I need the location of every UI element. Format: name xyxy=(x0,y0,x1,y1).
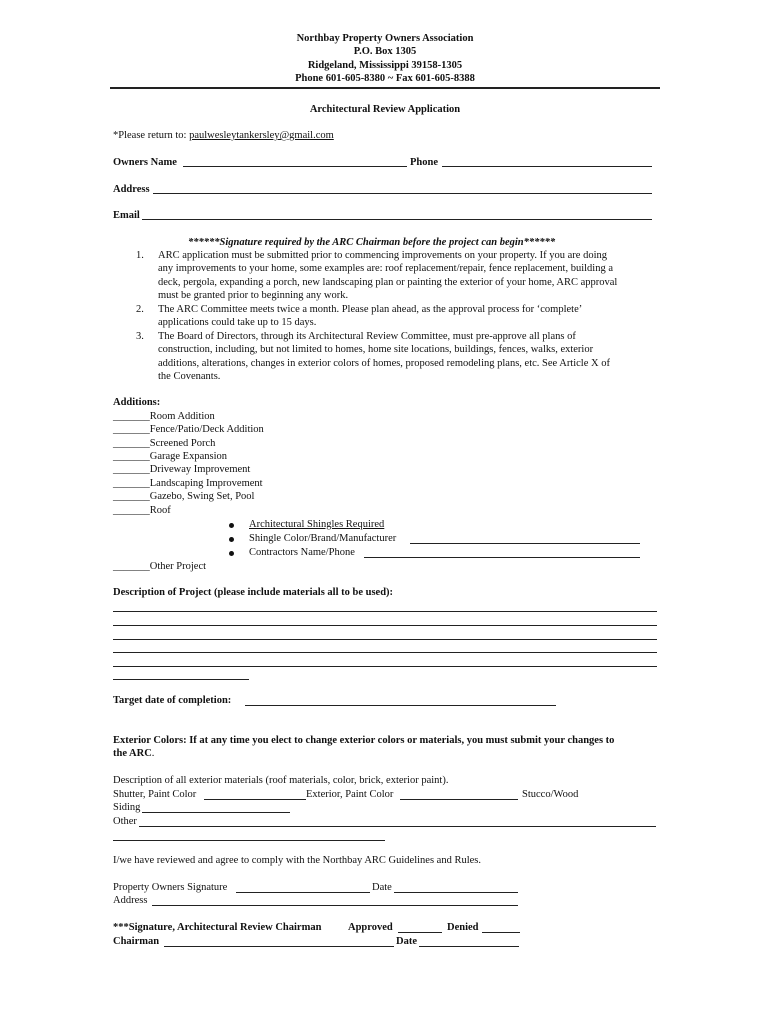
header-rule xyxy=(110,87,660,89)
description-line[interactable] xyxy=(113,652,657,653)
other-field-continued[interactable] xyxy=(113,840,385,841)
chairman-date-label: Date xyxy=(396,936,417,947)
owners-signature-label: Property Owners Signature xyxy=(113,882,228,893)
phone-label: Phone xyxy=(410,157,439,168)
owners-name-label: Owners Name xyxy=(113,157,177,168)
approved-label: Approved xyxy=(348,922,393,933)
return-email-link[interactable]: paulwesleytankersley@gmail.com xyxy=(189,130,334,141)
email-label: Email xyxy=(113,210,140,221)
description-line[interactable] xyxy=(113,679,249,680)
chairman-signature-field[interactable] xyxy=(164,946,394,947)
signature-address-label: Address xyxy=(113,895,148,906)
rule-2-line: The ARC Committee meets twice a month. Please plan ahead, as the approval process for ‘complete’ xyxy=(158,304,583,315)
address-field[interactable] xyxy=(153,193,652,194)
signature-date-label: Date xyxy=(372,882,392,893)
shutter-label: Shutter, Paint Color xyxy=(113,789,197,800)
phone-field[interactable] xyxy=(442,166,652,167)
form-title: Architectural Review Application xyxy=(309,104,461,115)
contractors-label: Contractors Name/Phone xyxy=(249,547,355,558)
addition-landscaping[interactable]: _______Landscaping Improvement xyxy=(113,478,263,489)
target-date-field[interactable] xyxy=(245,705,556,706)
other-label: Other xyxy=(113,816,137,827)
roof-shingle-color-label: Shingle Color/Brand/Manufacturer xyxy=(249,533,397,544)
addition-garage[interactable]: _______Garage Expansion xyxy=(113,451,228,462)
exterior-heading-period: . xyxy=(151,748,155,759)
rule-1-line: ARC application must be submitted prior to commencing improvements on your property. If you are doing xyxy=(158,250,607,261)
rule-1-line: any improvements to your home, some examples are: roof replacement/repair, fence replacement, building a xyxy=(158,263,613,274)
bullet-icon xyxy=(229,551,234,556)
phone-fax: Phone 601-605-8380 ~ Fax 601-605-8388 xyxy=(295,73,475,84)
rule-3-line: the Covenants. xyxy=(158,371,221,382)
signature-date-field[interactable] xyxy=(394,892,518,893)
rule-3-line: The Board of Directors, through its Architectural Review Committee, must pre-approve all plans of xyxy=(158,331,576,342)
description-line[interactable] xyxy=(113,625,657,626)
approved-field[interactable] xyxy=(398,932,442,933)
po-box: P.O. Box 1305 xyxy=(353,46,417,57)
rule-1-number: 1. xyxy=(136,250,144,261)
siding-label: Siding xyxy=(113,802,141,813)
exterior-heading-arc: the ARC xyxy=(113,748,152,759)
description-heading: Description of Project (please include materials all to be used): xyxy=(113,587,394,598)
owners-signature-field[interactable] xyxy=(236,892,370,893)
denied-field[interactable] xyxy=(482,932,520,933)
rule-3-number: 3. xyxy=(136,331,144,342)
exterior-description: Description of all exterior materials (roof materials, color, brick, exterior paint). xyxy=(113,775,449,786)
other-field[interactable] xyxy=(139,826,656,827)
addition-room[interactable]: _______Room Addition xyxy=(113,411,215,422)
owners-name-field[interactable] xyxy=(183,166,407,167)
exterior-paint-field[interactable] xyxy=(400,799,518,800)
rule-2-number: 2. xyxy=(136,304,144,315)
chairman-signature-heading: ***Signature, Architectural Review Chairman xyxy=(113,922,322,933)
contractors-field[interactable] xyxy=(364,557,640,558)
bullet-icon xyxy=(229,537,234,542)
city-address: Ridgeland, Mississippi 39158-1305 xyxy=(307,60,463,71)
org-name: Northbay Property Owners Association xyxy=(296,33,474,44)
denied-label: Denied xyxy=(447,922,479,933)
addition-gazebo[interactable]: _______Gazebo, Swing Set, Pool xyxy=(113,491,255,502)
exterior-paint-label: Exterior, Paint Color xyxy=(306,789,394,800)
rule-3-line: construction, including, but not limited to homes, home site locations, buildings, fences, walks, exterior xyxy=(158,344,594,355)
addition-driveway[interactable]: _______Driveway Improvement xyxy=(113,464,251,475)
chairman-label: Chairman xyxy=(113,936,160,947)
chairman-date-field[interactable] xyxy=(419,946,519,947)
rule-2-line: applications could take up to 15 days. xyxy=(158,317,317,328)
email-field[interactable] xyxy=(142,219,652,220)
description-line[interactable] xyxy=(113,639,657,640)
agreement-text: I/we have reviewed and agree to comply with the Northbay ARC Guidelines and Rules. xyxy=(113,855,481,866)
signature-address-field[interactable] xyxy=(152,905,518,906)
signature-notice: ******Signature required by the ARC Chairman before the project can begin****** xyxy=(188,237,556,248)
address-label: Address xyxy=(113,184,150,195)
exterior-heading-line2 xyxy=(113,748,154,759)
return-label: *Please return to: xyxy=(113,130,190,141)
return-to xyxy=(113,130,334,141)
shutter-color-field[interactable] xyxy=(204,799,306,800)
addition-screened-porch[interactable]: _______Screened Porch xyxy=(113,438,216,449)
addition-other-project[interactable]: _______Other Project xyxy=(113,561,207,572)
bullet-icon xyxy=(229,523,234,528)
description-line[interactable] xyxy=(113,666,657,667)
addition-roof[interactable]: _______Roof xyxy=(113,505,171,516)
target-date-label: Target date of completion: xyxy=(113,695,232,706)
rule-3-line: additions, alterations, changes in exterior colors of homes, proposed remodeling plans, etc. See Article X of xyxy=(158,358,610,369)
rule-1-line: deck, pergola, expanding a porch, new landscaping plan or painting the exterior of your home, ARC approval xyxy=(158,277,618,288)
roof-shingles-required: Architectural Shingles Required xyxy=(249,519,385,530)
additions-heading: Additions: xyxy=(113,397,161,408)
description-line[interactable] xyxy=(113,611,657,612)
rule-1-line: must be granted prior to beginning any work. xyxy=(158,290,349,301)
siding-field[interactable] xyxy=(142,812,290,813)
roof-shingle-color-field[interactable] xyxy=(410,543,640,544)
exterior-heading-line1: Exterior Colors: If at any time you elect to change exterior colors or materials, you must submit your changes to xyxy=(113,735,615,746)
stucco-wood-label: Stucco/Wood xyxy=(522,789,579,800)
addition-fence-patio-deck[interactable]: _______Fence/Patio/Deck Addition xyxy=(113,424,264,435)
